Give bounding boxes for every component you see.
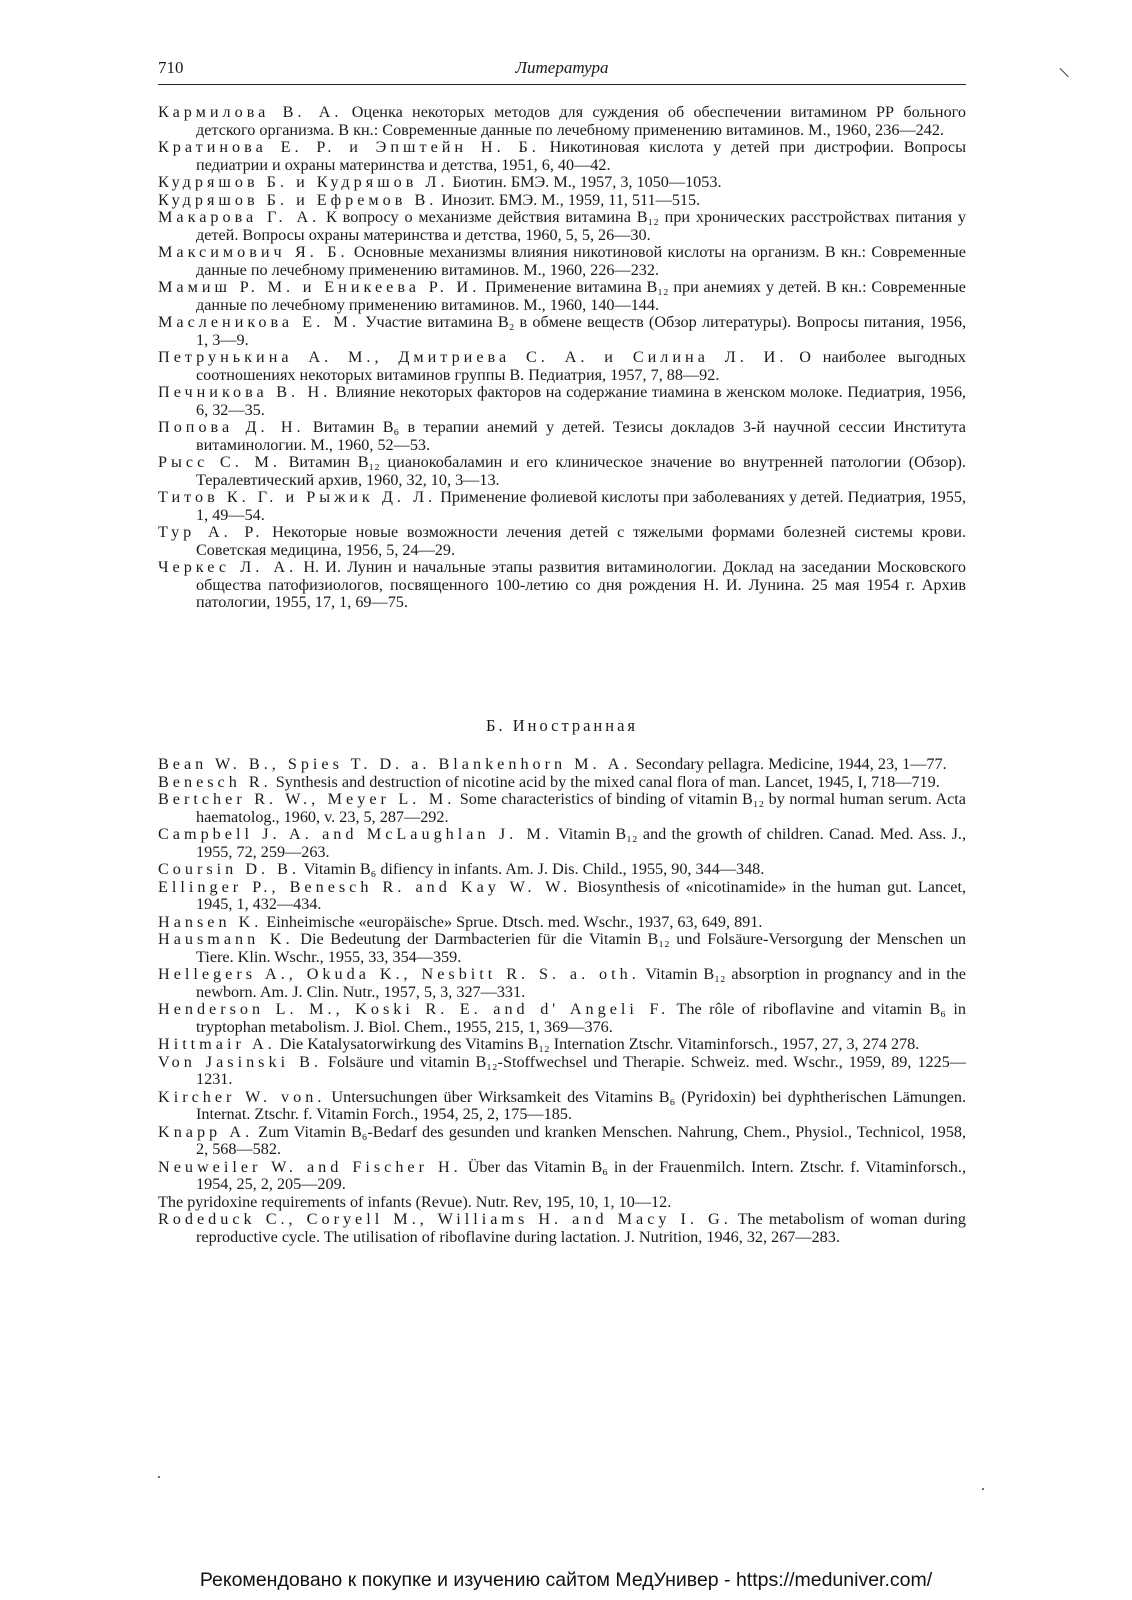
reference-author: Hansen K. <box>158 912 263 931</box>
reference-entry <box>158 774 966 792</box>
reference-entry <box>158 1001 966 1036</box>
reference-text: Применение витамина B₁₂ при анемиях у детей. В кн.: Современные данные по лечебному применению витаминов. М., 1960, 140—144. <box>196 278 966 314</box>
reference-text: The rôle of riboflavine and vitamin B₆ in tryptophan metabolism. J. Biol. Chem., 1955, 215, 1, 369—376. <box>196 1000 966 1036</box>
reference-entry <box>158 104 966 139</box>
reference-text: О наиболее выгодных соотношениях некоторых витаминов группы В. Педиатрия, 1957, 7, 88—92. <box>196 348 966 384</box>
reference-entry <box>158 489 966 524</box>
reference-author: Кудряшов Б. и Ефремов В. <box>158 190 438 209</box>
reference-entry <box>158 454 966 489</box>
reference-author: Hellegers A., Okuda K., Nesbitt R. S. a. oth. <box>158 965 640 983</box>
russian-references-list <box>158 104 966 612</box>
reference-entry <box>158 419 966 454</box>
reference-entry <box>158 1124 966 1159</box>
reference-entry <box>158 879 966 914</box>
reference-entry <box>158 524 966 559</box>
reference-author: Максимович Я. Б. <box>158 243 349 261</box>
reference-text: Folsäure und vitamin B₁₂-Stoffwechsel und Therapie. Schweiz. med. Wschr., 1959, 89, 1225—1231. <box>196 1052 967 1088</box>
reference-author: Hittmair A. <box>158 1035 276 1053</box>
reference-author: Петрунькина А. М., Дмитриева С. А. и Силина Л. И. <box>158 348 788 366</box>
reference-author: Hausmann K. <box>158 930 294 948</box>
reference-entry <box>158 861 966 879</box>
reference-text: Витамин B₆ в терапии анемий у детей. Тезисы докладов 3-й научной сессии Института витаминологии. М., 1960, 52—53. <box>196 418 966 454</box>
reference-author: Черкес Л. А. <box>158 558 298 576</box>
reference-text: Основные механизмы влияния никотиновой кислоты на организм. В кн.: Современные данные по лечебному применению витаминов. М., 1960, 226—232. <box>196 243 966 279</box>
reference-entry <box>158 791 966 826</box>
reference-entry <box>158 244 966 279</box>
reference-entry <box>158 914 966 932</box>
reference-text: Влияние некоторых факторов на содержание тиамина в женском молоке. Педиатрия, 1956, 6, 32—35. <box>196 383 966 419</box>
reference-text: Биотин. БМЭ. М., 1957, 3, 1050—1053. <box>448 173 722 191</box>
reference-text: Vitamin B₁₂ and the growth of children. Canad. Med. Ass. J., 1955, 72, 259—263. <box>196 825 967 861</box>
reference-text: Инозит. БМЭ. М., 1959, 11, 511—515. <box>437 190 701 209</box>
reference-entry <box>158 1211 966 1246</box>
reference-entry <box>158 314 966 349</box>
reference-author: Мамиш Р. М. и Еникеева Р. И. <box>158 278 481 296</box>
reference-author: Титов К. Г. и Рыжик Д. Л. <box>158 488 437 506</box>
reference-text: Никотиновая кислота у детей при дистрофии. Вопросы педиатрии и охраны материнства и детства, 1951, 6, 40—42. <box>196 138 966 174</box>
reference-text: Synthesis and destruction of nicotine acid by the mixed canal flora of man. Lancet, 1945, I, 718—719. <box>271 772 940 791</box>
reference-entry <box>158 1194 966 1212</box>
reference-author: Масленикова Е. М. <box>158 313 360 331</box>
reference-author: Ellinger P., Benesch R. and Kay W. W. <box>158 877 572 896</box>
reference-text: The pyridoxine requirements of infants (Revue). Nutr. Rev, 195, 10, 1, 10—12. <box>158 1192 672 1211</box>
reference-entry <box>158 826 966 861</box>
reference-text: Die Bedeutung der Darmbacterien für die Vitamin B₁₂ und Folsäure-Versorgung der Menschen un Tiere. Klin. Wschr., 1955, 33, 354—359. <box>196 930 967 966</box>
reference-text: Einheimische «europäische» Sprue. Dtsch. med. Wschr., 1937, 63, 649, 891. <box>262 912 763 931</box>
page-number: 710 <box>158 58 184 77</box>
reference-text: Über das Vitamin B₆ in der Frauenmilch. Intern. Ztschr. f. Vitaminforsch., 1954, 25, 2, 205—209. <box>196 1157 966 1193</box>
section-title: Б. Иностранная <box>485 716 638 735</box>
reference-entry <box>158 139 966 174</box>
reference-author: Kircher W. von. <box>158 1087 326 1106</box>
reference-author: Coursin D. B. <box>158 860 300 878</box>
reference-text: Витамин B₁₂ цианокобаламин и его клиническое значение во внутренней патологии (Обзор). Тералевтический архив, 1960, 32, 10, 3—13. <box>196 453 966 489</box>
reference-author: Benesch R. <box>158 772 272 791</box>
reference-text: Некоторые новые возможности лечения детей с тяжелыми формами болезней системы крови. Советская медицина, 1956, 5, 24—29. <box>196 523 967 559</box>
reference-author: Печникова В. Н. <box>158 383 332 401</box>
reference-entry <box>158 349 966 384</box>
page-header <box>158 58 966 85</box>
page-speck <box>982 1488 984 1490</box>
reference-author: Кармилова В. А. <box>158 103 343 121</box>
reference-entry <box>158 931 966 966</box>
reference-entry <box>158 1054 966 1089</box>
reference-entry <box>158 209 966 244</box>
reference-text: Участие витамина B₂ в обмене веществ (Обзор литературы). Вопросы питания, 1956, 1, 3—9. <box>196 313 966 349</box>
reference-author: Henderson L. M., Koski R. E. and d' Angeli F. <box>158 1000 670 1018</box>
reference-entry <box>158 192 966 210</box>
reference-entry <box>158 1089 966 1124</box>
page-speck <box>158 1476 160 1478</box>
reference-entry <box>158 966 966 1001</box>
reference-author: Bertcher R. W., Meyer L. M. <box>158 790 456 808</box>
reference-text: Biosynthesis of «nicotinamide» in the human gut. Lancet, 1945, 1, 432—434. <box>196 877 966 913</box>
reference-text: Оценка некоторых методов для суждения об обеспечении витамином РР больного детского организма. В кн.: Современные данные по лечебному применению витаминов. М., 1960, 236—242. <box>196 103 966 139</box>
running-title: Литература <box>515 58 609 77</box>
reference-author: Попова Д. Н. <box>158 418 305 436</box>
foreign-references-list <box>158 756 966 1246</box>
reference-text: Vitamin B₁₂ absorption in prognancy and in the newborn. Am. J. Clin. Nutr., 1957, 5, 3, 327—331. <box>196 965 966 1001</box>
reference-author: Кудряшов Б. и Кудряшов Л. <box>158 173 449 191</box>
footer-banner: Рекомендовано к покупке и изучению сайтом МедУнивер - https://meduniver.com/ <box>199 1569 933 1591</box>
reference-entry <box>158 756 966 774</box>
reference-text: Zum Vitamin B₆-Bedarf des gesunden und kranken Menschen. Nahrung, Chem., Physiol., Technicol, 1958, 2, 568—582. <box>196 1122 966 1158</box>
reference-text: К вопросу о механизме действия витамина B₁₂ при хронических расстройствах питания у детей. Вопросы охраны материнства и детства, 1960, 5, 5, 26—30. <box>196 208 966 244</box>
reference-author: Campbell J. A. and McLaughlan J. M. <box>158 825 553 843</box>
reference-text: Н. И. Лунин и начальные этапы развития витаминологии. Доклад на заседании Московского общества патофизиологов, посвященного 100-летию со дня рождения Н. И. Лунина. 25 мая 1954 г. Архив патологии, 1955, 17, 1, 69—75. <box>196 558 966 611</box>
reference-text: Some characteristics of binding of vitamin B₁₂ by normal human serum. Acta haematolog., 1960, v. 23, 5, 287—292. <box>196 790 966 826</box>
reference-text: Secondary pellagra. Medicine, 1944, 23, 1—77. <box>631 755 947 773</box>
reference-entry <box>158 1159 966 1194</box>
reference-entry <box>158 174 966 192</box>
reference-text: Untersuchungen über Wirksamkeit des Vitamins B₆ (Pyridoxin) bei dyphtherischen Lämungen. Internat. Ztschr. f. Vitamin Forch., 1954, 25, 2, 175—185. <box>196 1087 966 1123</box>
reference-author: Knapp A. <box>158 1122 254 1141</box>
reference-entry <box>158 559 966 612</box>
reference-text: The metabolism of woman during reproductive cycle. The utilisation of riboflavine during lactation. J. Nutrition, 1946, 32, 267—283. <box>196 1210 966 1246</box>
reference-author: Bean W. B., Spies T. D. a. Blankenhorn M. A. <box>158 755 632 773</box>
reference-author: Neuweiler W. and Fischer H. <box>158 1157 462 1176</box>
stray-mark <box>1059 68 1068 77</box>
reference-author: Тур А. Р. <box>158 523 264 541</box>
reference-entry <box>158 279 966 314</box>
reference-author: Рысс С. М. <box>158 453 281 471</box>
reference-text: Die Katalysatorwirkung des Vitamins B₁₂ Internation Ztschr. Vitaminforsch., 1957, 27, 3, 274 278. <box>275 1035 920 1053</box>
reference-text: Применение фолиевой кислоты при заболеваниях у детей. Педиатрия, 1955, 1, 49—54. <box>196 488 966 524</box>
reference-author: Von Jasinski B. <box>158 1052 322 1071</box>
reference-entry <box>158 1036 966 1054</box>
reference-entry <box>158 384 966 419</box>
reference-author: Кратинова Е. Р. и Эпштейн Н. Б. <box>158 138 540 156</box>
reference-text: Vitamin B₆ difiency in infants. Am. J. Dis. Child., 1955, 90, 344—348. <box>299 860 765 878</box>
reference-author: Макарова Г. А. <box>158 208 321 226</box>
reference-author: Rodeduck C., Coryell M., Williams H. and Macy I. G. <box>158 1210 732 1228</box>
